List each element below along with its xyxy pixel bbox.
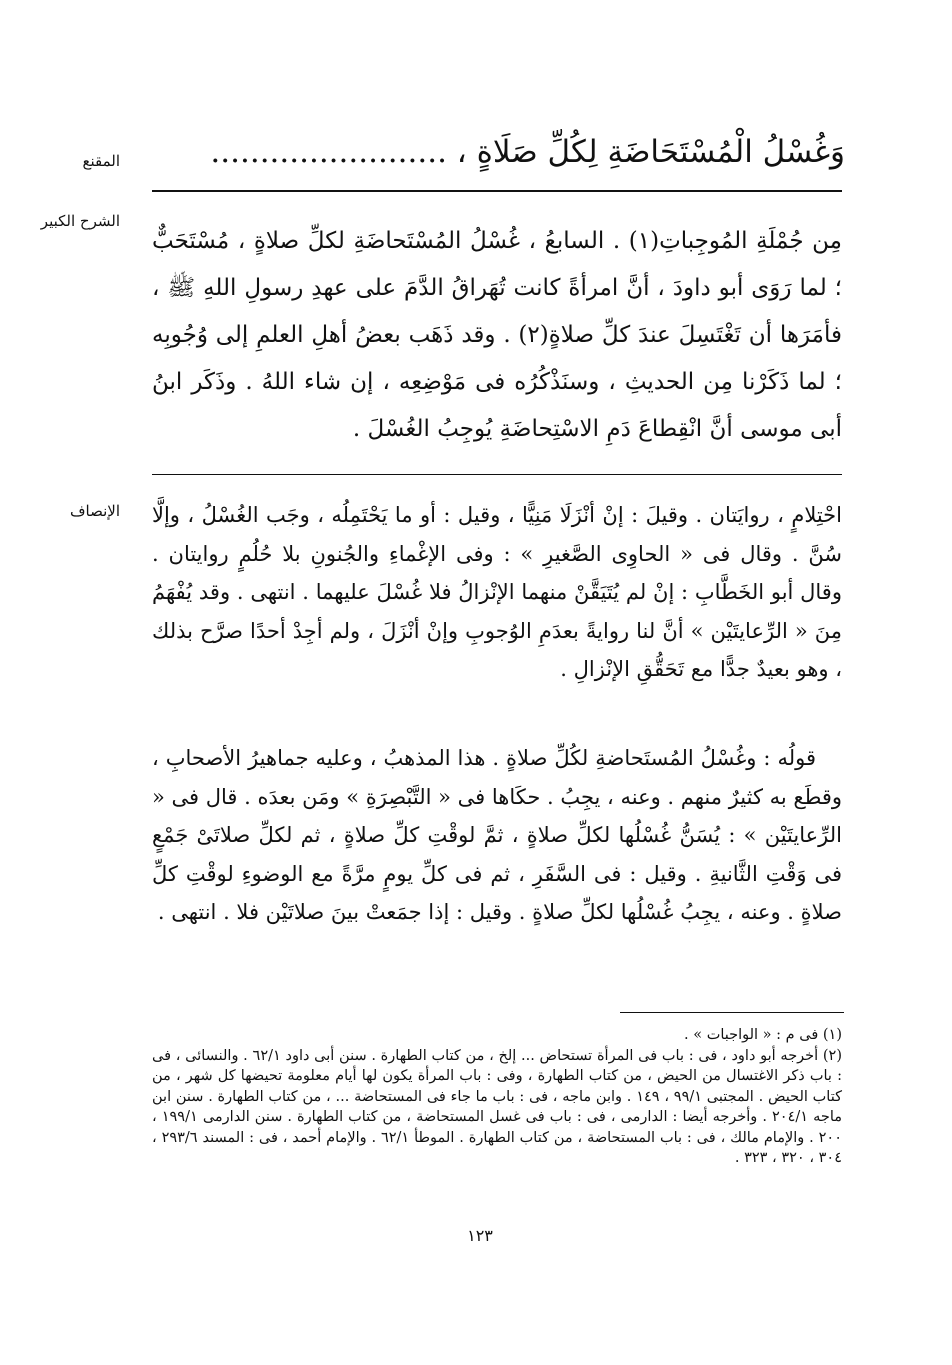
muqni-label: المقنع: [82, 152, 120, 170]
footnotes-block: [152, 1025, 842, 1169]
footnote-rule: [620, 1012, 844, 1013]
insaf-paragraph-1: احْتِلامٍ ، روايَتان . وقيلَ : إنْ أنْزَلَا مَنِيًّا ، وقيل : أو ما يَحْتَمِلُه ، وجَب الغُسْلُ ، وإلَّا سُنَّ . وقال فى « الحاوِى الصَّغيرِ » : وفى الإغْماءِ والجُنونِ بلا حُلُمٍ روايتان . وقال أبو الخَطَّابِ : إنْ لم يُتَيَقَّنْ منهما الإنْزالُ فلا غُسْلَ عليهما . انتهى . وقد يُفْهَمُ مِنَ « الرِّعايتَيْن » أنَّ لنا روايةً بعدَمِ الوُجوبِ وإنْ أنْزَلَ ، ولم أجِدْ أحدًا صرَّح بذلك ، وهو بعيدٌ جدًّا مع تَحَقُّقِ الإنْزالِ .: [152, 503, 842, 681]
sharh-label: الشرح الكبير: [40, 212, 120, 230]
header-rule: [152, 190, 842, 192]
footnote-2: (٢) أخرجه أبو داود ، فى : باب فى المرأة تستحاض ... إلخ ، من كتاب الطهارة . سنن أبى داود ٦٢/١ . والنسائى ، فى : باب ذكر الاغتسال من الحيض ، من كتاب الطهارة ، وفى : باب المرأة يكون لها أيام معلومة تحيضها كل شهر ، من كتاب الحيض . المجتبى ٩٩/١ ، ١٤٩ . وابن ماجه ، فى : باب ما جاء فى المستحاضة ... ، من كتاب الطهارة . سنن ابن ماجه ٢٠٤/١ . وأخرجه أيضا : الدارمى ، فى : باب فى غسل المستحاضة ، من كتاب الطهارة . سنن الدارمى ١٩٩/١ ، ٢٠٠ . والإمام مالك ، فى : باب المستحاضة ، من كتاب الطهارة . الموطأ ٦٢/١ . والإمام أحمد ، فى : المسند ٢٩٣/٦ ، ٣٠٤ ، ٣٢٠ ، ٣٢٣ .: [152, 1047, 843, 1166]
insaf-label: الإنصاف: [69, 502, 120, 520]
insaf-paragraph-2: قولُه : وغُسْلُ المُستَحاضةِ لكُلِّ صلاةٍ . هذا المذهبُ ، وعليه جماهيرُ الأصحابِ ، وقطَع به كثيرٌ منهم . وعنه ، يجِبُ . حكَاها فى « التَّبْصِرَةِ » ومَن بعدَه . قال فى « الرِّعايتَيْن » : يُسَنُّ غُسْلُها لكلِّ صلاةٍ ، ثمَّ لوقْتِ كلِّ صلاةٍ ، ثم لكلِّ صلاتَىْ جَمْعٍ فى وَقْتِ الثَّانيةِ . وقيل : فى السَّفَرِ ، ثم فى كلِّ يومٍ مرَّةً مع الوضوءِ لوقْتِ كلِّ صلاةٍ . وعنه ، يجِبُ غُسْلُها لكلِّ صلاةٍ . وقيل : إذا جمَعتْ بينَ صلاتَيْن فلا . انتهى .: [152, 746, 842, 924]
insaf-block-2: [152, 739, 842, 932]
sharh-paragraph: مِن جُمْلَةِ المُوجِباتِ(١) . السابعُ ، غُسْلُ المُسْتَحاضَةِ لكلِّ صلاةٍ ، مُسْتَحَبٌّ ؛ لما رَوَى أبو داودَ ، أنَّ امرأةً كانت تُهَراقُ الدَّمَ على عهدِ رسولِ اللهِ ﷺ ، فأمَرَها أن تَغْتَسِلَ عندَ كلِّ صلاةٍ(٢) . وقد ذَهَب بعضُ أهلِ العلمِ إلى وُجُوبِه ؛ لما ذَكَرْنا مِن الحديثِ ، وسنَذْكُرُه فى مَوْضِعِه ، إن شاء اللهُ . وذَكَر ابنُ أبى موسى أنَّ انْقِطاعَ دَمِ الاسْتِحاضَةِ يُوجِبُ الغُسْلَ .: [152, 228, 843, 442]
footnote-1: (١) فى م : « الواجبات » .: [684, 1027, 842, 1043]
muqni-text: وَغُسْلُ الْمُسْتَحَاضَةِ لِكُلِّ صَلَاةٍ ، ........................: [210, 134, 845, 170]
page-number: ١٢٣: [467, 1226, 493, 1245]
insaf-block-1: [152, 496, 842, 689]
section-rule: [152, 474, 842, 475]
sharh-block: [152, 218, 842, 453]
